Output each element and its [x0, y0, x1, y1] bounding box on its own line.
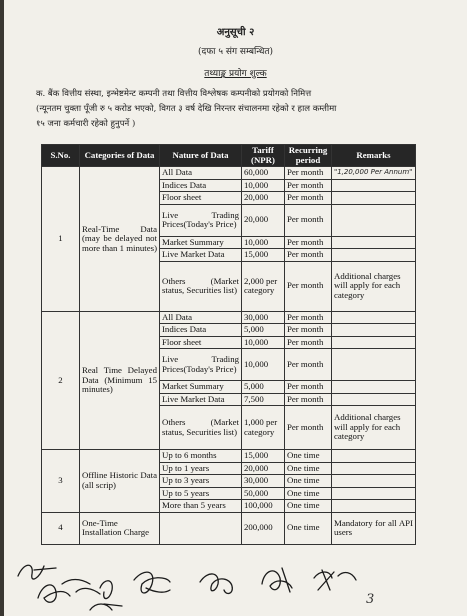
- nature-cell: Live Trading Prices(Today's Price): [160, 204, 242, 236]
- tariff-cell: 200,000: [242, 512, 285, 544]
- table-row: [42, 167, 416, 180]
- tariff-cell: 10,000: [242, 236, 285, 249]
- nature-cell: Up to 3 years: [160, 475, 242, 488]
- period-cell: Per month: [285, 192, 332, 205]
- header-sno: S.No.: [42, 145, 80, 167]
- remark-cell: Additional charges will apply for each category: [332, 406, 416, 450]
- category-cell: Offline Historic Data (all scrip): [80, 450, 160, 513]
- period-cell: One time: [285, 487, 332, 500]
- nature-cell: Others (Market status, Securities list): [160, 261, 242, 311]
- period-cell: Per month: [285, 311, 332, 324]
- schedule-heading: अनुसूची २: [216, 27, 255, 38]
- header-period: Recurring period: [285, 145, 332, 167]
- header-tariff: Tariff (NPR): [242, 145, 285, 167]
- nature-cell: Market Summary: [160, 381, 242, 394]
- table-row: [42, 311, 416, 324]
- period-cell: One time: [285, 512, 332, 544]
- table-header-row: [42, 145, 416, 167]
- header-remarks: Remarks: [332, 145, 416, 167]
- category-cell: Real Time Delayed Data (Minimum 15 minutes): [80, 311, 160, 450]
- period-cell: One time: [285, 500, 332, 513]
- tariff-cell: 1,000 per category: [242, 406, 285, 450]
- header-nature: Nature of Data: [160, 145, 242, 167]
- nature-cell: Market Summary: [160, 236, 242, 249]
- document-page: [4, 0, 467, 616]
- period-cell: Per month: [285, 179, 332, 192]
- remark-cell: [332, 462, 416, 475]
- tariff-cell: 20,000: [242, 192, 285, 205]
- period-cell: Per month: [285, 261, 332, 311]
- period-cell: Per month: [285, 381, 332, 394]
- period-cell: One time: [285, 475, 332, 488]
- tariff-cell: 10,000: [242, 336, 285, 349]
- period-cell: Per month: [285, 167, 332, 180]
- nature-cell: Live Market Data: [160, 249, 242, 262]
- category-cell: Real-Time Data (may be delayed not more than 1 minutes): [80, 167, 160, 312]
- signatures-image: [4, 540, 467, 616]
- tariff-cell: 5,000: [242, 324, 285, 337]
- period-cell: Per month: [285, 249, 332, 262]
- remark-cell: [332, 487, 416, 500]
- tariff-cell: 5,000: [242, 381, 285, 394]
- remark-cell: [332, 500, 416, 513]
- remark-cell: [332, 349, 416, 381]
- tariff-cell: 10,000: [242, 349, 285, 381]
- nature-cell: Live Market Data: [160, 393, 242, 406]
- intro-line-2: (न्यूनतम चुक्ता पूँजी रु ५ करोड भएको, विगत ३ वर्ष देखि निरन्तर संचालनमा रहेको र हाल कम्तीमा: [36, 104, 337, 114]
- header-category: Categories of Data: [80, 145, 160, 167]
- intro-line-1: क. बैंक वित्तीय संस्था, इन्भेष्टमेन्ट कम्पनी तथा वित्तीय विश्लेषक कम्पनीको प्रयोगको निमित्त: [36, 89, 312, 99]
- sno-cell: 1: [42, 167, 80, 312]
- page-number: 3: [366, 592, 375, 607]
- nature-cell: Live Trading Prices(Today's Price): [160, 349, 242, 381]
- sno-cell: 4: [42, 512, 80, 544]
- remark-cell: [332, 249, 416, 262]
- intro-paragraph: [36, 87, 448, 132]
- period-cell: Per month: [285, 204, 332, 236]
- nature-cell: Others (Market status, Securities list): [160, 406, 242, 450]
- nature-cell: More than 5 years: [160, 500, 242, 513]
- nature-cell: All Data: [160, 311, 242, 324]
- tariff-cell: 50,000: [242, 487, 285, 500]
- tariff-cell: 10,000: [242, 179, 285, 192]
- tariff-cell: 30,000: [242, 311, 285, 324]
- nature-cell: All Data: [160, 167, 242, 180]
- period-cell: Per month: [285, 324, 332, 337]
- nature-cell: Indices Data: [160, 179, 242, 192]
- remark-cell: "1,20,000 Per Annum": [332, 167, 416, 180]
- table-row: [42, 450, 416, 463]
- period-cell: One time: [285, 462, 332, 475]
- nature-cell: Indices Data: [160, 324, 242, 337]
- remark-cell: [332, 381, 416, 394]
- period-cell: Per month: [285, 236, 332, 249]
- period-cell: Per month: [285, 406, 332, 450]
- reference-line: (दफा ५ संग सम्बन्धित): [197, 47, 274, 57]
- remark-cell: [332, 236, 416, 249]
- tariff-cell: 60,000: [242, 167, 285, 180]
- subject-title: तथ्याङ्क प्रयोग शुल्क: [204, 69, 267, 79]
- remark-cell: [332, 179, 416, 192]
- sno-cell: 2: [42, 311, 80, 450]
- nature-cell: Floor sheet: [160, 336, 242, 349]
- sno-cell: 3: [42, 450, 80, 513]
- remark-cell: [332, 450, 416, 463]
- tariff-cell: 20,000: [242, 204, 285, 236]
- intro-line-3: १५ जना कर्मचारी रहेको हुनुपर्ने ): [36, 119, 136, 129]
- nature-cell: Up to 5 years: [160, 487, 242, 500]
- remark-cell: [332, 475, 416, 488]
- remark-cell: [332, 204, 416, 236]
- tariff-cell: 100,000: [242, 500, 285, 513]
- tariff-cell: 7,500: [242, 393, 285, 406]
- remark-cell: Mandatory for all API users: [332, 512, 416, 544]
- period-cell: Per month: [285, 336, 332, 349]
- period-cell: One time: [285, 450, 332, 463]
- remark-cell: Additional charges will apply for each category: [332, 261, 416, 311]
- nature-cell: Floor sheet: [160, 192, 242, 205]
- nature-cell: Up to 1 years: [160, 462, 242, 475]
- remark-cell: [332, 336, 416, 349]
- tariff-cell: 20,000: [242, 462, 285, 475]
- remark-cell: [332, 324, 416, 337]
- remark-cell: [332, 393, 416, 406]
- remark-cell: [332, 192, 416, 205]
- remark-cell: [332, 311, 416, 324]
- tariff-cell: 2,000 per category: [242, 261, 285, 311]
- nature-cell: Up to 6 months: [160, 450, 242, 463]
- tariff-cell: 30,000: [242, 475, 285, 488]
- tariff-cell: 15,000: [242, 249, 285, 262]
- tariff-cell: 15,000: [242, 450, 285, 463]
- tariff-table: [41, 144, 416, 545]
- category-cell: One-Time Installation Charge: [80, 512, 160, 544]
- period-cell: Per month: [285, 393, 332, 406]
- period-cell: Per month: [285, 349, 332, 381]
